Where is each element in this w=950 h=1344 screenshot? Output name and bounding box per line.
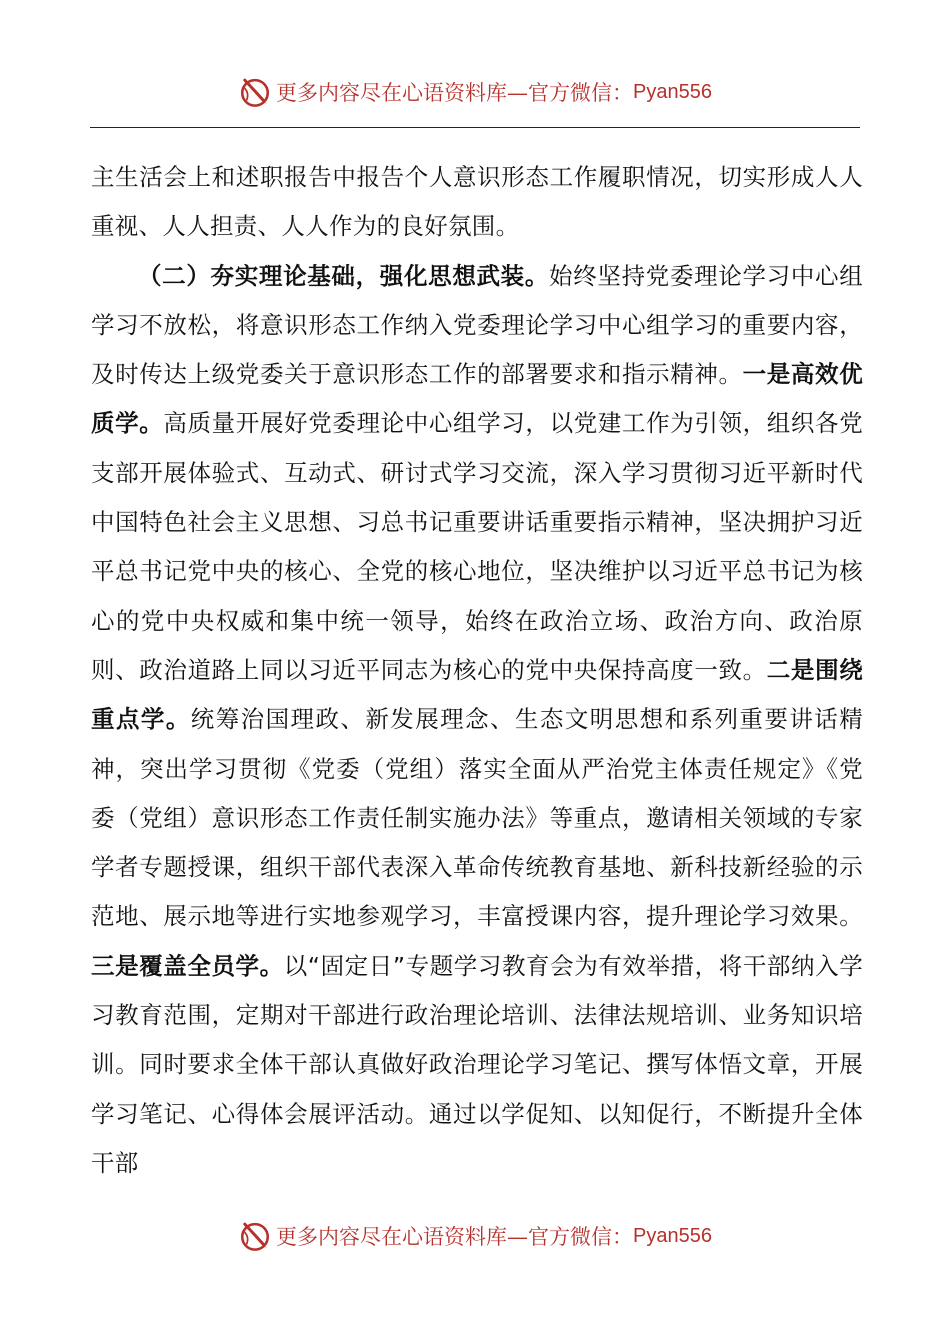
paragraph-text: 以“固定日”专题学习教育会为有效举措，将干部纳入学习教育范围，定期对干部进行政治理论培训、法律法规培训、业务知识培训。同时要求全体干部认真做好政治理论学习笔记、撰写体悟文章，开展学习笔记、心得体会展评活动。通过以学促知、以知促行，不断提升全体干部 [91,951,863,1177]
paragraph-2 [91,252,863,1189]
pen-circle-logo-icon [238,1219,272,1253]
header-divider [90,127,860,128]
header-banner [0,72,950,112]
wechat-label: 官方微信： [528,81,634,105]
banner-text: 更多内容尽在心语资料库— [276,81,529,105]
wechat-label: 官方微信： [528,1225,634,1249]
paragraph-text: 统筹治国理政、新发展理念、生态文明思想和系列重要讲话精神，突出学习贯彻《党委（党组）落实全面从严治党主体责任规定》《党委（党组）意识形态工作责任制实施办法》等重点，邀请相关领域的专家学者专题授课，组织干部代表深入革命传统教育基地、新科技新经验的示范地、展示地等进行实地参观学习，丰富授课内容，提升理论学习效果。 [91,705,863,931]
pen-circle-logo-icon [238,75,272,109]
point-heading-3: 三是覆盖全员学。 [91,951,284,980]
section-heading: （二）夯实理论基础，强化思想武装。 [138,261,550,290]
paragraph-1: 主生活会上和述职报告中报告个人意识形态工作履职情况，切实形成人人重视、人人担责、人人作为的良好氛围。 [91,163,863,241]
wechat-id: Pyan556 [633,80,712,103]
paragraph-text: 高质量开展好党委理论中心组学习，以党建工作为引领，组织各党支部开展体验式、互动式、研讨式学习交流，深入学习贯彻习近平新时代中国特色社会主义思想、习总书记重要讲话重要指示精神，坚决拥护习近平总书记党中央的核心、全党的核心地位，坚决维护以习近平总书记为核心的党中央权威和集中统一领导，始终在政治立场、政治方向、政治原则、政治道路上同以习近平同志为核心的党中央保持高度一致。 [91,409,863,684]
footer-banner [0,1216,950,1256]
wechat-id: Pyan556 [633,1224,712,1247]
point-heading-2: 二是围绕重点学。 [91,655,864,734]
document-body [91,153,863,1188]
point-heading-1: 一是高效优质学。 [91,360,863,438]
paragraph-text: 始终坚持党委理论学习中心组学习不放松，将意识形态工作纳入党委理论学习中心组学习的重要内容，及时传达上级党委关于意识形态工作的部署要求和指示精神。 [91,261,863,389]
banner-text: 更多内容尽在心语资料库— [276,1225,529,1249]
